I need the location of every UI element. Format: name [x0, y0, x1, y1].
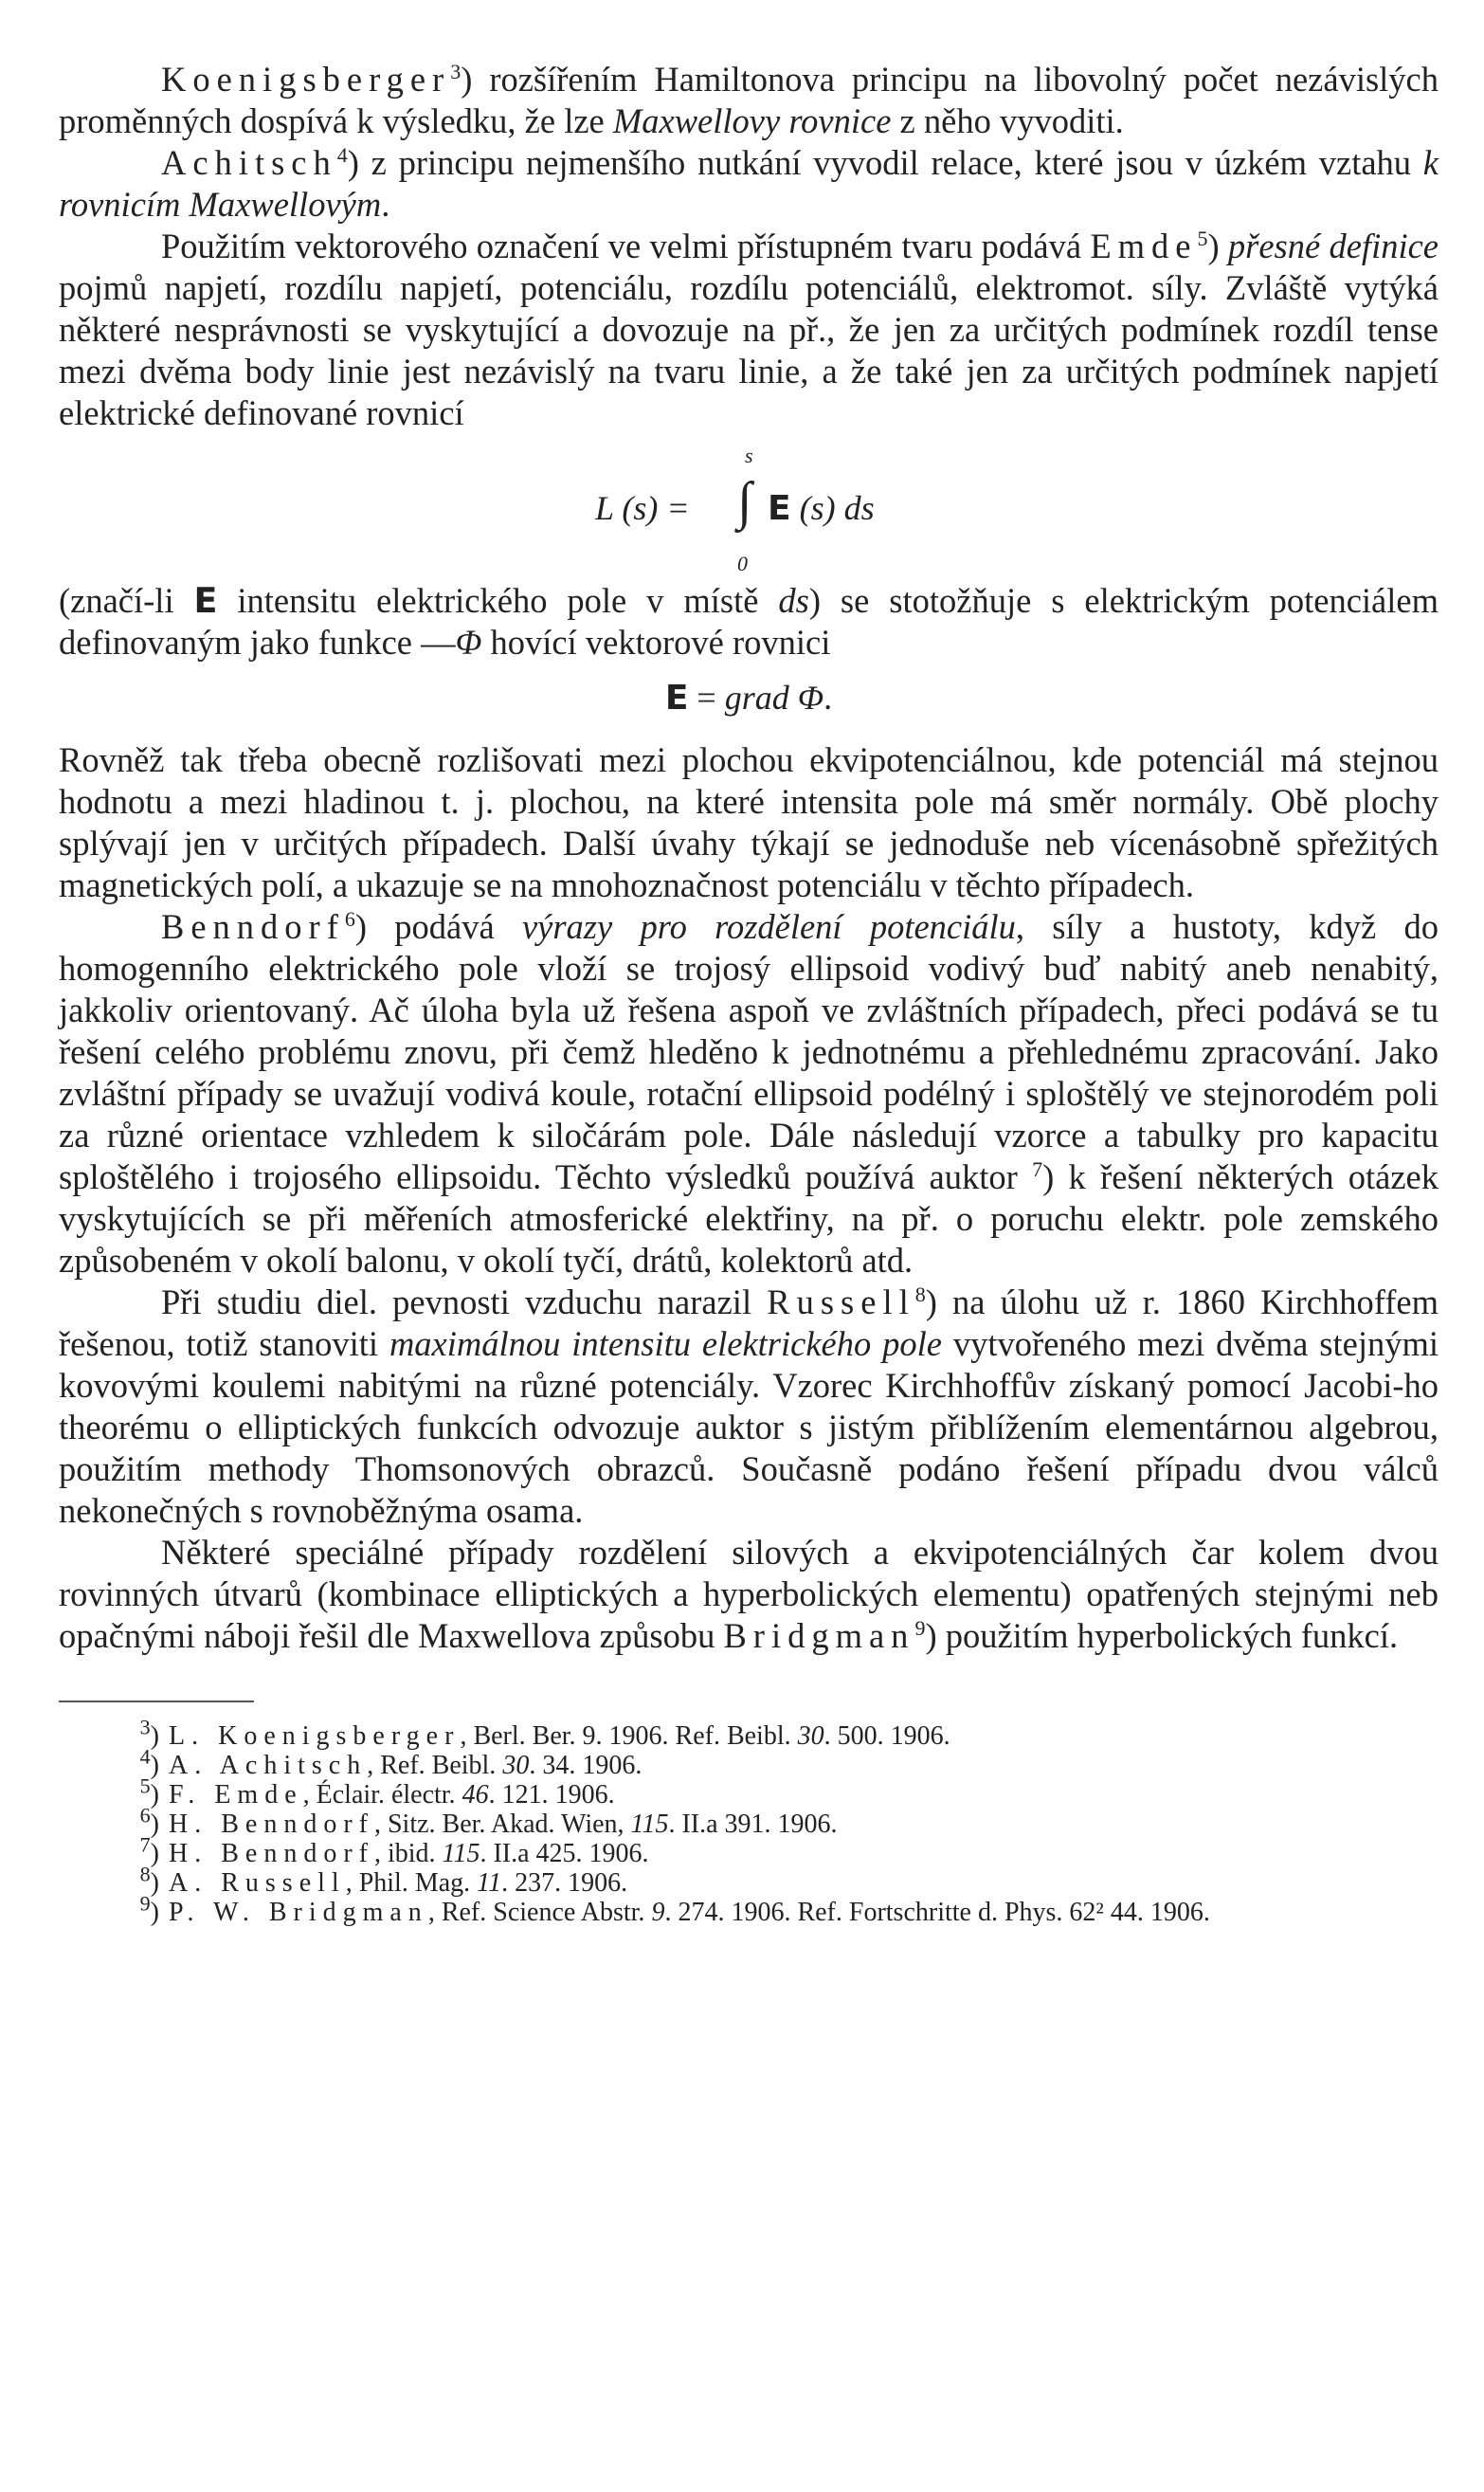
paragraph-text: ) použitím hyperbolických funkcí. [925, 1616, 1399, 1655]
vector-e: E [768, 489, 791, 528]
paragraph-text: z něho vyvoditi. [891, 101, 1124, 140]
paragraph-achitsch [59, 142, 1439, 226]
paragraph-text: vytvořeného mezi dvěma stejnými kovovými koulemi nabitými na různé potenciály. Vzorec Kirchhoffův získaný pomocí Jacobi-ho theorému o elliptických funkcích odvozuje auktor s jistým přiblížením elementárnou algebrou, použitím methody Thomsonových obrazců. Současně podáno řešení případu dvou válců nekonečných s rovnoběžnýma osama. [59, 1324, 1439, 1530]
vector-e: E [664, 679, 689, 718]
vector-e: E [193, 580, 218, 621]
gradient-equation [59, 677, 1439, 720]
equation-lhs: L (s) = [595, 489, 690, 527]
paragraph-equipotential: Rovněž tak třeba obecně rozlišovati mezi plochou ekvipotenciálnou, kde potenciál má stejnou hodnotu a mezi hladinou t. j. plochou, na které intensita pole má směr normály. Obě plochy splývají jen v určitých případech. Další úvahy týkají se jednoduše neb vícenásobně spřežitých magnetických polí, a ukazuje se na mnohoznačnost potenciálu v těchto případech. [59, 740, 1439, 904]
footnote-number: $^3$) [139, 1715, 159, 1751]
paragraph-koenigsberger [59, 59, 1439, 142]
footnote-ref: 3 [450, 59, 461, 83]
footnote: $^9$) P. W. Bridgman, Ref. Science Abstr. 9. 274. 1906. Ref. Fortschritte d. Phys. 62² 44. 1906. [59, 1898, 1439, 1927]
paragraph-text: ) na úlohu už r. 1860 Kirchhoffem řešenou, totiž stanoviti [59, 1282, 1439, 1363]
footnote-author: F. Emde [169, 1780, 303, 1810]
equals-sign: = [688, 679, 725, 717]
integral-lower-bound: 0 [737, 552, 748, 575]
footnote-number: $^8$) [139, 1862, 159, 1898]
author-name: Bridgman [723, 1616, 915, 1655]
footnote-ref: 6 [344, 906, 355, 931]
footnote: $^5$) F. Emde, Éclair. électr. 46. 121. 1906. [59, 1780, 1439, 1810]
paragraph-text: hovící vektorové rovnici [481, 623, 831, 662]
emphasis-text: přesné definice [1227, 227, 1439, 265]
paragraph-text: ) rozšířením Hamiltonova principu na libovolný počet nezávislých proměnných dospívá k výsledku, že lze [59, 60, 1439, 140]
footnote-divider [59, 1701, 254, 1702]
footnote-author: A. Achitsch [169, 1751, 368, 1780]
paragraph-text: (značí-li [59, 581, 194, 620]
phi-symbol: Φ [455, 623, 482, 662]
author-name: Benndorf [161, 907, 345, 946]
footnote: $^8$) A. Russell, Phil. Mag. 11. 237. 1906. [59, 1868, 1439, 1898]
footnote-author: L. Koenigsberger [169, 1721, 461, 1751]
paragraph-text: , síly a hustoty, když do homogenního elektrického pole vloží se trojosý ellipsoid vodivý buď nabitý aneb nenabitý, jakkoliv orientovaný. Ač úloha byla už řešena aspoň ve zvláštních případech, přeci podává se tu řešení celého problému znovu, při čemž hleděno k jednotnému a přehlednému zpracování. Jako zvláštní případy se uvažují vodivá koule, rotační ellipsoid podélný i sploštělý ve stejnorodém poli za různé orientace vzhledem k siločárám pole. Dále následují vzorce a tabulky pro kapacitu sploštělého i trojosého ellipsoidu. Těchto výsledků používá auktor [59, 907, 1439, 1196]
integral-equation [59, 440, 1439, 580]
footnote-number: $^9$) [139, 1891, 159, 1927]
author-name: Russell [767, 1282, 915, 1321]
integral-sign: ∫ [737, 472, 752, 531]
footnote-ref: 7 [1032, 1156, 1043, 1181]
footnote-ref: 8 [914, 1282, 926, 1306]
emphasis-text: ds [778, 581, 809, 620]
author-name: Achitsch [161, 143, 337, 182]
paragraph-text: ) k řešení některých otázek vyskytujících se při měřeních atmosferické elektřiny, na př. o poruchu elektr. pole zemského způsobeném v okolí balonu, v okolí tyčí, drátů, kolektorů atd. [59, 1157, 1439, 1280]
footnote-author: H. Benndorf [169, 1839, 374, 1868]
author-name: Koenigsberger [161, 60, 451, 99]
emphasis-text: maximálnou intensitu elektrického pole [389, 1324, 942, 1363]
footnote-number: $^6$) [139, 1803, 159, 1839]
footnote-number: $^7$) [139, 1832, 159, 1868]
footnote-author: P. W. Bridgman [169, 1898, 428, 1927]
paragraph-text: Některé speciálné případy rozdělení silových a ekvipotenciálných čar kolem dvou rovinných útvarů (kombinace elliptických a hyperbolických elementu) opatřených stejnými neb opačnými náboji řešil dle Maxwellova způsobu [59, 1533, 1439, 1655]
emphasis-text: výrazy pro rozdělení potenciálu [521, 907, 1016, 946]
emphasis-text: k rovnicím Maxwellovým [59, 143, 1439, 224]
paragraph-text: Použitím vektorového označení ve velmi přístupném tvaru podává [161, 227, 1091, 265]
paragraph-text: ) z principu nejmenšího nutkání vyvodil relace, které jsou v úzkém vztahu [347, 143, 1423, 182]
footnote-author: A. Russell [169, 1868, 346, 1898]
footnote-number: $^4$) [139, 1744, 159, 1780]
footnote: $^7$) H. Benndorf, ibid. 115. II.a 425. 1906. [59, 1839, 1439, 1868]
footnote-ref: 4 [336, 142, 348, 167]
footnote: $^3$) L. Koenigsberger, Berl. Ber. 9. 1906. Ref. Beibl. 30. 500. 1906. [59, 1721, 1439, 1751]
footnote-ref: 5 [1197, 226, 1208, 250]
paragraph-text: pojmů napjetí, rozdílu napjetí, potenciálu, rozdílu potenciálů, elektromot. síly. Zvláště vytýká některé nesprávnosti se vyskytující a dovozuje na př., že jen za určitých podmínek rozdíl tense mezi dvěma body linie jest nezávislý na tvaru linie, a že také jen za určitých podmínek napjetí elektrické definované rovnicí [59, 268, 1439, 432]
author-name: Emde [1090, 227, 1198, 265]
integral-upper-bound: s [745, 444, 753, 467]
period: . [823, 679, 833, 717]
grad-phi: grad Φ [724, 679, 824, 717]
paragraph-text: Při studiu diel. pevnosti vzduchu narazil [161, 1282, 768, 1321]
footnote: $^4$) A. Achitsch, Ref. Beibl. 30. 34. 1906. [59, 1751, 1439, 1780]
paragraph-intensity [59, 580, 1439, 664]
footnote-author: H. Benndorf [169, 1810, 374, 1839]
paragraph-text: ) podává [354, 907, 522, 946]
footnote-number: $^5$) [139, 1774, 159, 1810]
equation-rhs [768, 487, 875, 530]
paragraph-text: intensitu elektrického pole v místě [217, 581, 779, 620]
document-page [59, 59, 1439, 1927]
footnotes [59, 1715, 1439, 1927]
equation-rhs-rest: (s) ds [790, 489, 875, 527]
emphasis-text: Maxwellovy rovnice [612, 101, 892, 140]
paragraph-bridgman [59, 1532, 1439, 1657]
paragraph-text: ) se stotožňuje s elektrickým potenciálem definovaným jako funkce — [59, 581, 1439, 662]
footnote-ref: 9 [914, 1615, 926, 1640]
paragraph-benndorf [59, 906, 1439, 1282]
footnote: $^6$) H. Benndorf, Sitz. Ber. Akad. Wien, 115. II.a 391. 1906. [59, 1810, 1439, 1839]
paragraph-text: ) [1207, 227, 1228, 265]
paragraph-russell [59, 1282, 1439, 1532]
paragraph-emde [59, 226, 1439, 434]
paragraph-text: . [381, 185, 390, 224]
